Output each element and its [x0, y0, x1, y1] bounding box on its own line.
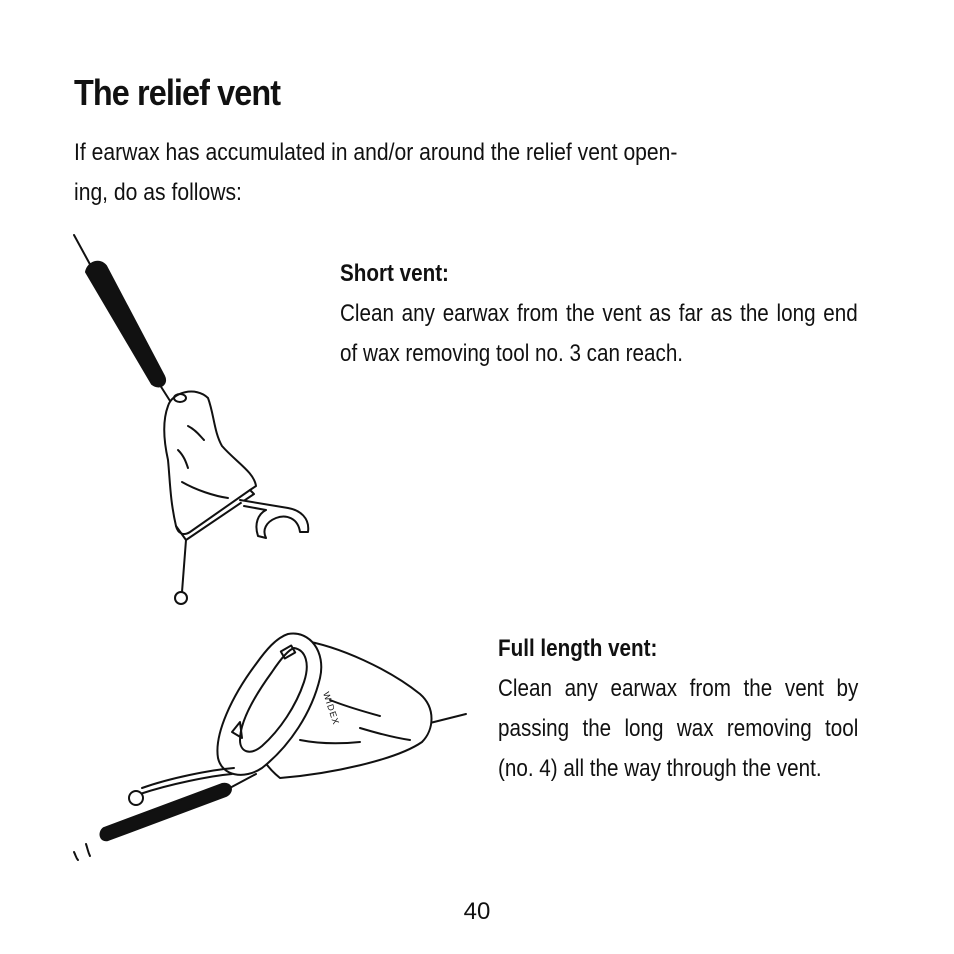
tool-handle: [101, 784, 231, 841]
removal-ball: [129, 791, 143, 805]
page-number: 40: [463, 898, 491, 925]
intro-line-2: ing, do as follows:: [74, 179, 242, 206]
tool-shaft: [226, 774, 256, 790]
brand-logo-text: WIDEX: [321, 690, 342, 727]
short-vent-body: Clean any earwax from the vent as far as the long end of wax removing tool no. 3 can reach.: [340, 300, 858, 367]
full-vent-heading: Full length vent:: [498, 635, 658, 662]
full-vent-section: [498, 629, 858, 789]
full-vent-body: Clean any earwax from the vent by passing the long wax removing tool (no. 4) all the way through the vent.: [498, 675, 859, 782]
page-title: The relief vent: [74, 72, 281, 113]
intro-line-1: If earwax has accumulated in and/or around the relief vent open-: [74, 139, 678, 166]
short-vent-heading: Short vent:: [340, 260, 449, 287]
short-vent-section: [340, 254, 858, 374]
